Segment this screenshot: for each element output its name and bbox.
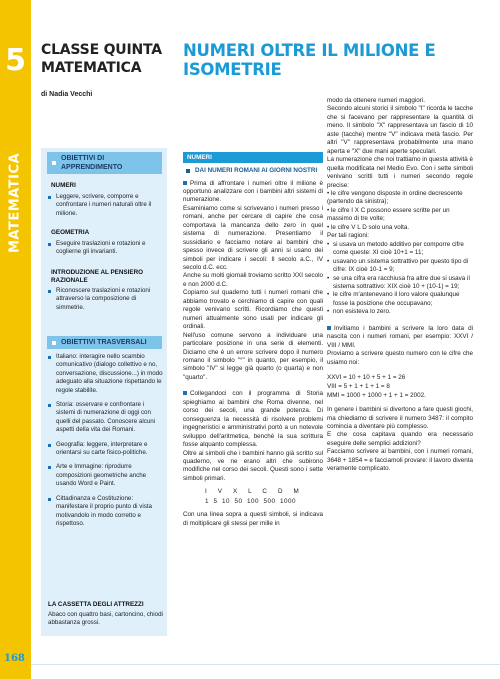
main-left-column [183, 152, 323, 528]
introduzione-subheading: INTRODUZIONE AL PENSIERO RAZIONALE [51, 269, 144, 284]
footer-divider [31, 664, 500, 665]
square-bullet-icon [327, 326, 331, 330]
paragraph: Invitiamo i bambini a scrivere la loro data di nascita con i numeri romani, per esempio: XXVI / VIII / MMI. [327, 324, 473, 349]
paragraph: La numerazione che noi trattiamo in questa attività è quella modificata nel Medio Evo. Con i sette simboli venivano scritti tutti i numeri secondo regole precise: [327, 156, 473, 189]
roman-numerals-table [183, 487, 323, 507]
unit-number: 5 [5, 43, 26, 78]
paragraph: Facciamo scrivere ai bambini, con i numeri romani, 3648 + 1854 = e facciamoli provare: il lavoro diventa veramente complicato. [327, 448, 473, 473]
list-item: Cittadinanza e Costituzione: manifestare il proprio punto di vista motivandolo in modo corretto e rispettoso. [47, 495, 163, 529]
introduzione-list [47, 287, 163, 312]
list-item: • non esisteva lo zero. [327, 308, 473, 316]
paragraph: Secondo alcuni storici il simbolo "I" ricorda le tacche che si facevano per rappresentare la quantità di meno. Il simbolo "X" rappresentava un fascio di 10 aste (tacche) mentre "V" indicava metà fascio. Per altri "V" rappresentava probabilmente una mano aperta e "X" due mani aperte speculari. [327, 105, 473, 155]
objectives-learning-heading: OBIETTIVI DI APPRENDIMENTO [47, 152, 162, 174]
list-item: • le cifre V L D solo una volta. [327, 223, 410, 231]
list-item: Storia: osservare e confrontare i sistemi di numerazione di oggi con quelli del passato. Conoscere alcuni aspetti della vita dei Romani. [47, 401, 163, 435]
geometria-subheading: GEOMETRIA [51, 229, 90, 236]
paragraph: Prima di affrontare i numeri oltre il milione è opportuno analizzare con i bambini altri sistemi di numerazione. [183, 179, 323, 204]
paragraph: In genere i bambini si divertono a fare questi giochi, ma chiediamo di scrivere il numero 3487: il compito comincia a diventare più complesso. [327, 406, 473, 430]
paragraph: Anche su molti giornali troviamo scritto XXI secolo e non 2000 d.C. [183, 272, 323, 288]
list-item: Arte e Immagine: riprodurre composizioni geometriche anche usando Word e Paint. [47, 463, 163, 488]
formula: VIII = 5 + 1 + 1 + 1 = 8 [327, 383, 390, 391]
author: di Nadia Vecchi [41, 91, 93, 98]
list-item: • si usava un metodo additivo per comporre cifre come queste: XI cioè 10+1 = 11; [327, 241, 473, 258]
list-item: • le cifre vengono disposte in ordine decrescente (partendo da sinistra); [327, 189, 463, 206]
objectives-sidebar [41, 148, 167, 636]
objectives-transversal-heading: OBIETTIVI TRASVERSALI [47, 336, 162, 349]
list-item: Leggere, scrivere, comporre e confrontare i numeri naturali oltre il milione. [47, 193, 163, 218]
subject-vertical-label: MATEMATICA [7, 152, 23, 254]
paragraph: E che cosa capitava quando era necessario eseguire delle semplici addizioni? [327, 431, 473, 447]
toolbox-heading: LA CASSETTA DEGLI ATTREZZI [48, 601, 144, 608]
square-bullet-icon [183, 391, 187, 395]
list-item: Eseguire traslazioni e rotazioni e coglierne gli invarianti. [47, 240, 163, 257]
left-strip [0, 0, 31, 679]
paragraph: Oltre ai simboli che i bambini hanno già scritto sul quaderno, ve ne erano altri che subirono modifiche nel corso dei secoli. Questi sono i sette simboli primari. [183, 449, 323, 482]
page-title: NUMERI OLTRE IL MILIONE E ISOMETRIE [183, 41, 436, 79]
list-item: • usavano un sistema sottrattivo per questo tipo di cifre: IX cioè 10-1 = 9; [327, 258, 473, 275]
formula: XXVI = 10 + 10 + 5 + 1 = 26 [327, 374, 406, 382]
formula: MMI = 1000 + 1000 + 1 + 1 = 2002. [327, 392, 426, 400]
list-item: • le cifre I X C possono essere scritte per un massimo di tre volte; [327, 206, 450, 223]
list-item: Geografia: leggere, interpretare e orientarsi su carte fisico-politiche. [47, 441, 163, 458]
roman-symbols: I V X L C D M [205, 488, 300, 496]
toolbox-text: Abaco con quattro basi, cartoncino, chiodi abbastanza grossi. [48, 611, 163, 627]
list-item: • se una cifra era racchiusa fra altre due si usava il sistema sottrattivo: XIX cioè 10 + (10-1) = 19; [327, 275, 473, 292]
reasons-list [327, 241, 473, 317]
paragraph: modo da ottenere numeri maggiori. [327, 97, 426, 104]
paragraph: Con una linea sopra a questi simboli, si indicava di moltiplicare gli stessi per mille in [183, 511, 323, 527]
square-bullet-icon [183, 181, 187, 185]
list-item: • le cifre m'antenevano il loro valore qualunque fosse la posizione che occupavano; [327, 291, 473, 308]
geometria-list [47, 240, 163, 257]
rules-list [327, 190, 473, 232]
paragraph: Per tali ragioni: [327, 232, 369, 240]
class-title: CLASSE QUINTA [41, 42, 162, 58]
numeri-list [47, 193, 163, 218]
paragraph: Nell'uso comune servono a individuare una particolare posizione in una serie di elementi. Diciamo che è un errore scrivere dopo il numero romano il simbolo "°" in quanto, per esempio, il simbolo "IV" si legge già quarto (o quarta) e non "quarto". [183, 331, 323, 381]
paragraph: Esaminiamo come si scrivevano i numeri presso i romani, anche per cercare di capire che cosa comportava la mancanza dello zero in quel sistema di numerazione. Presentiamo il sussidiario e facciamo notare ai bambini che spesso invece di scrivere gli anni si usano dei simboli per indicare i secoli: Il secolo a.C., IV secolo d.C. ecc. [183, 204, 323, 272]
section-heading: DAI NUMERI ROMANI AI GIORNI NOSTRI [183, 167, 323, 176]
roman-values: 1 5 10 50 100 500 1000 [205, 498, 297, 506]
numeri-subheading: NUMERI [51, 182, 76, 189]
list-item: Riconoscere traslazioni e rotazioni attraverso la composizione di simmetrie. [47, 287, 163, 312]
paragraph: Collegandoci con il programma di Storia spieghiamo ai bambini che Roma divenne, nel corso dei secoli, una grande potenza. Di conseguenza la necessità di risolvere problemi ingegneristici e amministrativi portò a un notevole sviluppo dell'aritmetica, benché la sua scrittura fosse alquanto complessa. [183, 390, 323, 449]
transversal-list [47, 353, 163, 528]
subject-title: MATEMATICA [41, 60, 142, 76]
main-right-column [327, 97, 473, 474]
page-number: 168 [4, 653, 25, 664]
list-item: Italiano: interagire nello scambio comunicativo (dialogo collettivo e no, conversazione, discussione...) in modo adeguato alla situazione rispettando le regole stabilite. [47, 353, 163, 395]
paragraph: Proviamo a scrivere questo numero con le cifre che usiamo noi: [327, 350, 473, 366]
numeri-tag: NUMERI [183, 152, 323, 163]
paragraph: Copiamo sul quaderno tutti i numeri romani che abbiamo trovato e cerchiamo di capire con quali regole venivano scritti. Ricordiamo che questi numeri attualmente sono usati per indicare gli ordinali. [183, 289, 323, 331]
